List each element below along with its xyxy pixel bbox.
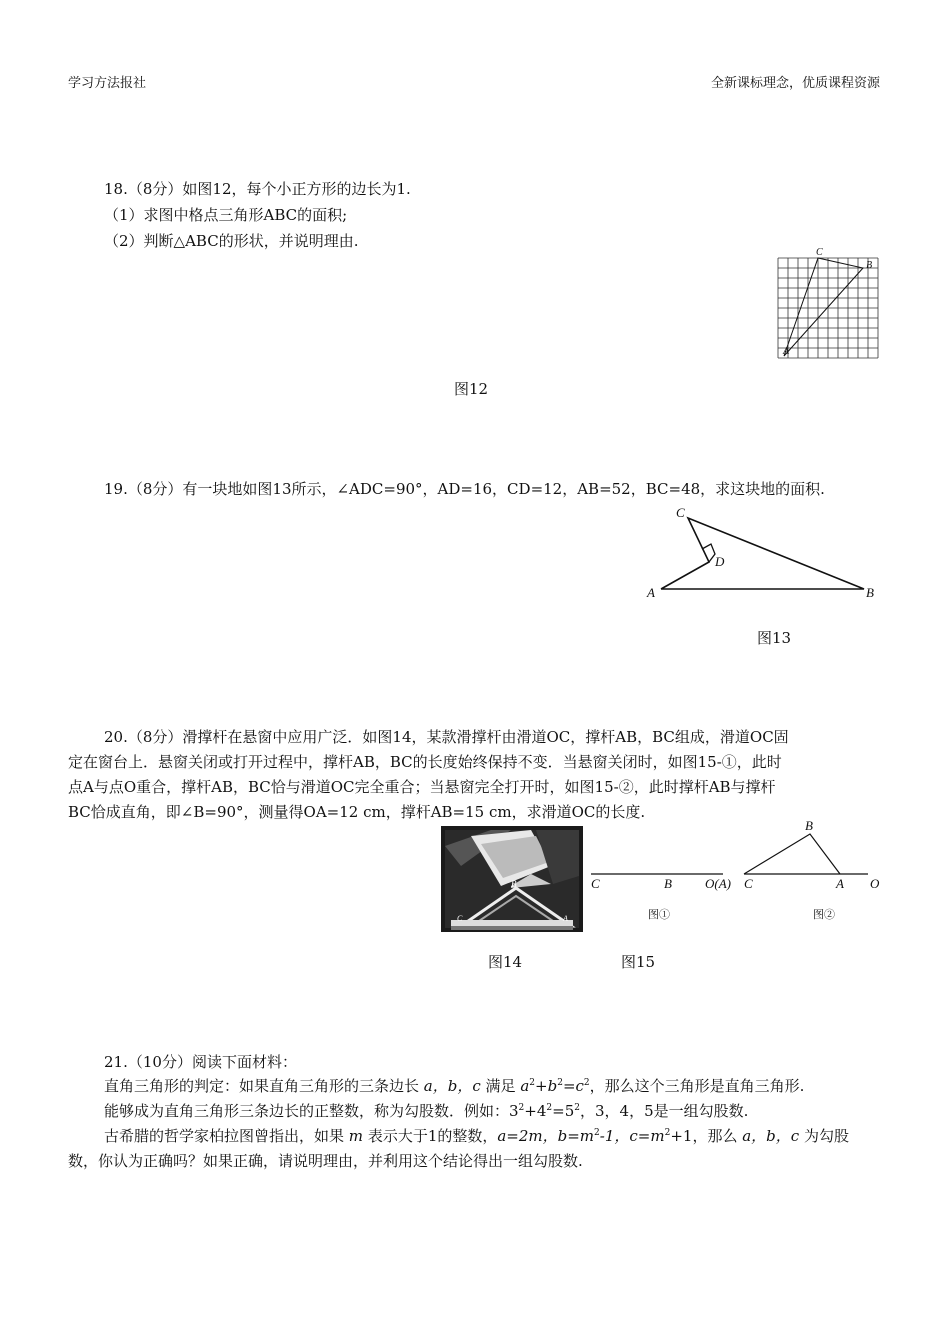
figure-15-1 [585, 860, 735, 930]
q20-line1: 20.（8分）滑撑杆在悬窗中应用广泛．如图14，某款滑撑杆由滑道OC，撑杆AB，BC组成，滑道OC固 [104, 728, 789, 746]
q21-p1-text: 直角三角形的判定：如果直角三角形的三条边长 [104, 1077, 420, 1095]
q21-p1-abc: a，b，c [423, 1077, 481, 1095]
sup-2: 2 [574, 1103, 580, 1113]
q21-p2-text: 能够成为直角三角形三条边长的正整数，称为勾股数．例如：3 [104, 1102, 519, 1120]
fig12-label-c: C [816, 247, 823, 258]
header-right: 全新课标理念，优质课程资源 [710, 76, 880, 91]
sup-2: 2 [529, 1078, 536, 1088]
q21-p3-end: 为勾股 [803, 1127, 849, 1145]
q21-p1-var-c: c [575, 1077, 584, 1095]
sup-2: 2 [583, 1078, 590, 1088]
fig12-label-b: B [866, 260, 873, 271]
q20-line4: BC恰成直角，即∠B=90°，测量得OA=12 cm，撑杆AB=15 cm，求滑道OC的长度. [68, 803, 646, 821]
figure-12-grid [770, 244, 890, 364]
q21-p3-var-m: m [348, 1127, 364, 1145]
q18-line1: 18.（8分）如图12，每个小正方形的边长为1. [104, 180, 411, 198]
sup-2: 2 [664, 1128, 671, 1138]
fig15-1-sub: 图① [648, 909, 670, 921]
q21-p3-then: +1，那么 [670, 1127, 738, 1145]
q21-p3-pre: 古希腊的哲学家柏拉图曾指出，如果 [104, 1127, 345, 1145]
svg-text:C: C [457, 914, 463, 923]
fig15-2-label-c: C [744, 876, 753, 891]
q18-line2: （1）求图中格点三角形ABC的面积; [104, 206, 348, 224]
q21-p1-var-b: b [547, 1077, 558, 1095]
sup-2: 2 [594, 1128, 600, 1138]
fig13-label-a: A [647, 585, 655, 600]
figure-14-photo [441, 826, 583, 932]
q19-line1: 19.（8分）有一块地如图13所示，∠ADC=90°，AD=16，CD=12，AB=52，BC=48，求这块地的面积. [104, 480, 825, 498]
fig13-label-b: B [866, 585, 874, 600]
fig13-label-d: D [715, 554, 725, 569]
fig15-1-label-oa: O(A) [705, 876, 731, 891]
q21-paragraph-2 [104, 1100, 748, 1121]
q21-p2-c: =5 [552, 1102, 575, 1120]
fig12-label-a: A [783, 346, 790, 357]
q20-line3: 点A与点O重合，撑杆AB，BC恰与滑道OC完全重合；当悬窗完全打开时，如图15-②，此时撑杆AB与撑杆 [68, 778, 776, 796]
svg-text:B: B [511, 879, 517, 889]
fig13-label-c: C [676, 505, 685, 520]
fig15-2-label-b: B [805, 818, 813, 833]
fig14-caption: 图14 [488, 953, 523, 971]
q21-p1-var-a: a [520, 1077, 530, 1095]
fig15-2-sub: 图② [813, 909, 835, 921]
sup-2: 2 [546, 1103, 553, 1113]
fig15-2-label-o: O [870, 876, 880, 891]
fig12-caption: 图12 [454, 380, 489, 398]
svg-text:A: A [563, 914, 568, 923]
q18-line3: （2）判断△ABC的形状，并说明理由. [104, 232, 359, 250]
q21-paragraph-4: 数，你认为正确吗？如果正确，请说明理由，并利用这个结论得出一组勾股数. [68, 1152, 583, 1170]
q21-p1-mid: 满足 [485, 1077, 516, 1095]
q21-p3-formula-a: a=2m，b=m [497, 1127, 595, 1145]
sup-2: 2 [518, 1103, 525, 1113]
fig13-caption: 图13 [757, 629, 792, 647]
figure-15-2 [740, 816, 890, 930]
header-left: 学习方法报社 [68, 76, 147, 91]
q21-p3-formula-b: -1，c=m [599, 1127, 665, 1145]
q21-line1: 21.（10分）阅读下面材料： [104, 1053, 297, 1071]
sup-2: 2 [557, 1078, 563, 1088]
q21-p2-d: ，3，4，5是一组勾股数. [580, 1102, 749, 1120]
q21-p3-abc: a，b，c [742, 1127, 800, 1145]
q21-p1-post: ，那么这个三角形是直角三角形. [589, 1077, 805, 1095]
q20-line2: 定在窗台上．悬窗关闭或打开过程中，撑杆AB，BC的长度始终保持不变．当悬窗关闭时，如图15-①，此时 [68, 753, 782, 771]
fig15-2-label-a: A [836, 876, 844, 891]
q21-paragraph-1: 直角三角形的判定：如果直角三角形的三条边长 a，b，c 满足 $a^2+b^2=c^2$，那么这个三角形是直角三角形. [104, 1077, 805, 1095]
fig15-caption: 图15 [621, 953, 656, 971]
q21-p2-b: +4 [524, 1102, 547, 1120]
q21-paragraph-3 [104, 1125, 849, 1146]
figure-13 [640, 500, 890, 610]
fig15-1-label-c: C [591, 876, 600, 891]
fig15-1-label-b: B [664, 876, 672, 891]
q21-p3-mid: 表示大于1的整数， [367, 1127, 498, 1145]
